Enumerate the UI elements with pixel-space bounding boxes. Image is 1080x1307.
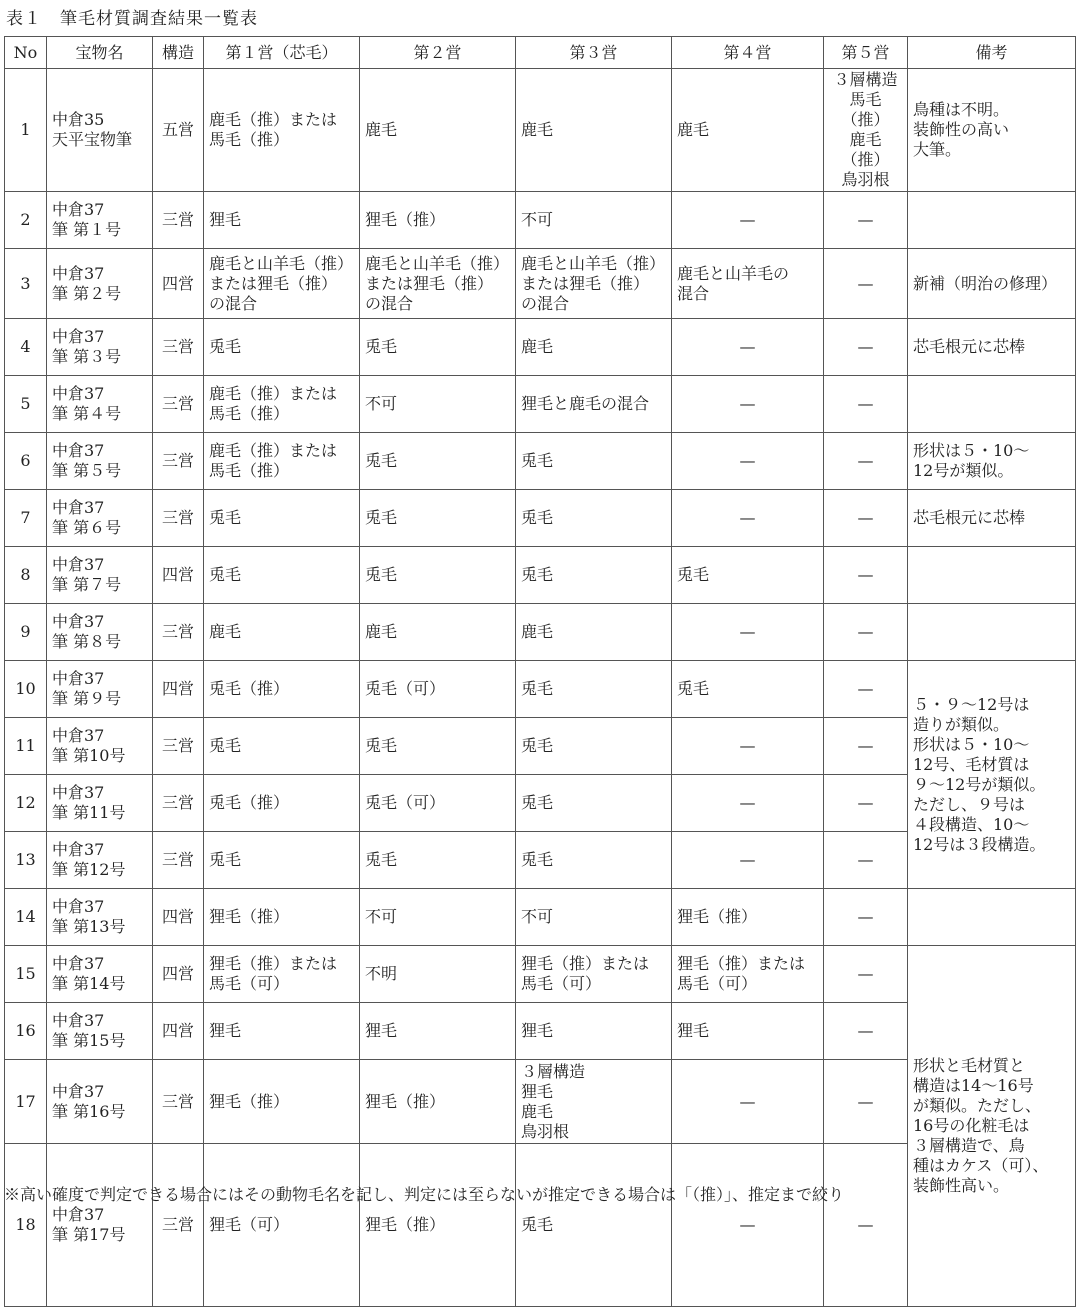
- layer-4-cell: —: [672, 832, 824, 889]
- layer-1-cell: 狸毛（推）または 馬毛（可）: [204, 946, 360, 1003]
- treasure-name: 中倉37 筆 第９号: [47, 661, 153, 718]
- row-number: 13: [5, 832, 47, 889]
- notes-cell: 新補（明治の修理）: [908, 249, 1076, 319]
- layer-5-cell: —: [824, 661, 908, 718]
- layer-2-cell: 鹿毛: [360, 69, 516, 192]
- structure-cell: 四営: [153, 249, 204, 319]
- structure-cell: 三営: [153, 832, 204, 889]
- table-row: [5, 249, 1076, 319]
- layer-2-cell: 狸毛（推）: [360, 192, 516, 249]
- layer-1-cell: 狸毛（推）: [204, 889, 360, 946]
- notes-cell: 芯毛根元に芯棒: [908, 490, 1076, 547]
- treasure-name: 中倉37 筆 第７号: [47, 547, 153, 604]
- layer-1-cell: 狸毛: [204, 192, 360, 249]
- treasure-name: 中倉37 筆 第10号: [47, 718, 153, 775]
- structure-cell: 四営: [153, 661, 204, 718]
- layer-2-cell: 狸毛: [360, 1003, 516, 1060]
- treasure-name: 中倉37 筆 第16号: [47, 1060, 153, 1144]
- layer-5-cell: —: [824, 376, 908, 433]
- row-number: 15: [5, 946, 47, 1003]
- header-layer-3: 第３営: [516, 37, 672, 69]
- layer-3-cell: 不可: [516, 889, 672, 946]
- layer-5-cell: —: [824, 249, 908, 319]
- layer-1-cell: 狸毛（推）: [204, 1060, 360, 1144]
- structure-cell: 五営: [153, 69, 204, 192]
- treasure-name: 中倉37 筆 第２号: [47, 249, 153, 319]
- notes-cell: 形状と毛材質と 構造は14～16号 が類似。ただし、 16号の化粧毛は ３層構造で、鳥 種はカケス（可）、 装飾性高い。: [908, 946, 1076, 1307]
- notes-cell: [908, 547, 1076, 604]
- treasure-name: 中倉37 筆 第６号: [47, 490, 153, 547]
- layer-1-cell: 鹿毛: [204, 604, 360, 661]
- layer-3-cell: 鹿毛: [516, 604, 672, 661]
- layer-4-cell: 狸毛: [672, 1003, 824, 1060]
- layer-1-cell: 兎毛: [204, 832, 360, 889]
- notes-cell: 鳥種は不明。 装飾性の高い 大筆。: [908, 69, 1076, 192]
- layer-2-cell: 兎毛: [360, 718, 516, 775]
- layer-4-cell: —: [672, 1144, 824, 1307]
- table-row: [5, 69, 1076, 192]
- table-row: [5, 604, 1076, 661]
- table-row: [5, 547, 1076, 604]
- layer-5-cell: —: [824, 889, 908, 946]
- layer-1-cell: 兎毛: [204, 718, 360, 775]
- structure-cell: 三営: [153, 490, 204, 547]
- layer-1-cell: 鹿毛（推）または 馬毛（推）: [204, 376, 360, 433]
- structure-cell: 三営: [153, 604, 204, 661]
- layer-4-cell: 兎毛: [672, 661, 824, 718]
- row-number: 9: [5, 604, 47, 661]
- layer-3-cell: 鹿毛: [516, 69, 672, 192]
- layer-3-cell: 鹿毛: [516, 319, 672, 376]
- layer-4-cell: —: [672, 718, 824, 775]
- row-number: 3: [5, 249, 47, 319]
- layer-1-cell: 兎毛（推）: [204, 661, 360, 718]
- layer-1-cell: 狸毛: [204, 1003, 360, 1060]
- row-number: 14: [5, 889, 47, 946]
- layer-4-cell: 狸毛（推）または 馬毛（可）: [672, 946, 824, 1003]
- treasure-name: 中倉37 筆 第17号: [47, 1144, 153, 1307]
- row-number: 10: [5, 661, 47, 718]
- treasure-name: 中倉37 筆 第３号: [47, 319, 153, 376]
- row-number: 5: [5, 376, 47, 433]
- layer-2-cell: 兎毛（可）: [360, 661, 516, 718]
- row-number: 11: [5, 718, 47, 775]
- layer-4-cell: 狸毛（推）: [672, 889, 824, 946]
- treasure-name: 中倉37 筆 第15号: [47, 1003, 153, 1060]
- row-number: 17: [5, 1060, 47, 1144]
- layer-3-cell: 兎毛: [516, 433, 672, 490]
- layer-4-cell: —: [672, 604, 824, 661]
- layer-3-cell: ３層構造 狸毛 鹿毛 鳥羽根: [516, 1060, 672, 1144]
- layer-1-cell: 兎毛: [204, 319, 360, 376]
- layer-5-cell: —: [824, 319, 908, 376]
- row-number: 8: [5, 547, 47, 604]
- layer-5-cell: —: [824, 718, 908, 775]
- table-row: [5, 376, 1076, 433]
- layer-3-cell: 狸毛: [516, 1003, 672, 1060]
- notes-cell: [908, 192, 1076, 249]
- layer-1-cell: 兎毛: [204, 547, 360, 604]
- notes-cell: [908, 604, 1076, 661]
- table-row: [5, 946, 1076, 1003]
- notes-cell: ５・９～12号は 造りが類似。 形状は５・10～ 12号、毛材質は ９～12号が類似。 ただし、９号は ４段構造、10～ 12号は３段構造。: [908, 661, 1076, 889]
- layer-2-cell: 兎毛: [360, 832, 516, 889]
- table-row: [5, 433, 1076, 490]
- layer-1-cell: 鹿毛（推）または 馬毛（推）: [204, 69, 360, 192]
- layer-3-cell: 兎毛: [516, 547, 672, 604]
- layer-4-cell: 鹿毛: [672, 69, 824, 192]
- layer-2-cell: 不可: [360, 889, 516, 946]
- layer-3-cell: 不可: [516, 192, 672, 249]
- table-caption: 表１ 筆毛材質調査結果一覧表: [6, 9, 258, 29]
- treasure-name: 中倉37 筆 第12号: [47, 832, 153, 889]
- row-number: 7: [5, 490, 47, 547]
- layer-5-cell: —: [824, 490, 908, 547]
- structure-cell: 三営: [153, 1060, 204, 1144]
- layer-1-cell: 兎毛（推）: [204, 775, 360, 832]
- layer-1-cell: 狸毛（可）: [204, 1144, 360, 1307]
- table-row: [5, 661, 1076, 718]
- layer-4-cell: 兎毛: [672, 547, 824, 604]
- treasure-name: 中倉37 筆 第１号: [47, 192, 153, 249]
- notes-cell: [908, 376, 1076, 433]
- layer-2-cell: 不可: [360, 376, 516, 433]
- layer-5-cell: —: [824, 1003, 908, 1060]
- treasure-name: 中倉37 筆 第４号: [47, 376, 153, 433]
- row-number: 4: [5, 319, 47, 376]
- table-row: [5, 192, 1076, 249]
- layer-5-cell: —: [824, 547, 908, 604]
- treasure-name: 中倉37 筆 第11号: [47, 775, 153, 832]
- layer-4-cell: —: [672, 1060, 824, 1144]
- header-layer-1: 第１営（芯毛）: [204, 37, 360, 69]
- structure-cell: 四営: [153, 547, 204, 604]
- header-layer-2: 第２営: [360, 37, 516, 69]
- layer-3-cell: 狸毛と鹿毛の混合: [516, 376, 672, 433]
- row-number: 2: [5, 192, 47, 249]
- layer-5-cell: —: [824, 604, 908, 661]
- header-notes: 備考: [908, 37, 1076, 69]
- treasure-name: 中倉37 筆 第13号: [47, 889, 153, 946]
- layer-2-cell: 兎毛（可）: [360, 775, 516, 832]
- layer-5-cell: —: [824, 832, 908, 889]
- header-layer-4: 第４営: [672, 37, 824, 69]
- layer-1-cell: 鹿毛と山羊毛（推） または狸毛（推） の混合: [204, 249, 360, 319]
- row-number: 1: [5, 69, 47, 192]
- structure-cell: 四営: [153, 889, 204, 946]
- treasure-name: 中倉37 筆 第14号: [47, 946, 153, 1003]
- layer-2-cell: 兎毛: [360, 490, 516, 547]
- row-number: 12: [5, 775, 47, 832]
- layer-3-cell: 兎毛: [516, 832, 672, 889]
- layer-2-cell: 狸毛（推）: [360, 1060, 516, 1144]
- layer-2-cell: 不明: [360, 946, 516, 1003]
- structure-cell: 三営: [153, 1144, 204, 1307]
- row-number: 6: [5, 433, 47, 490]
- layer-4-cell: —: [672, 490, 824, 547]
- structure-cell: 三営: [153, 192, 204, 249]
- header-layer-5: 第５営: [824, 37, 908, 69]
- treasure-name: 中倉37 筆 第８号: [47, 604, 153, 661]
- layer-5-cell: ３層構造 馬毛（推） 鹿毛（推） 鳥羽根: [824, 69, 908, 192]
- layer-3-cell: 鹿毛と山羊毛（推） または狸毛（推） の混合: [516, 249, 672, 319]
- layer-3-cell: 兎毛: [516, 490, 672, 547]
- layer-5-cell: —: [824, 946, 908, 1003]
- layer-5-cell: —: [824, 775, 908, 832]
- layer-5-cell: —: [824, 1144, 908, 1307]
- header-row: [5, 37, 1076, 69]
- table-row: [5, 490, 1076, 547]
- structure-cell: 三営: [153, 433, 204, 490]
- layer-3-cell: 兎毛: [516, 661, 672, 718]
- layer-4-cell: —: [672, 376, 824, 433]
- header-name: 宝物名: [47, 37, 153, 69]
- notes-cell: [908, 889, 1076, 946]
- layer-3-cell: 兎毛: [516, 775, 672, 832]
- notes-cell: 形状は５・10～ 12号が類似。: [908, 433, 1076, 490]
- layer-2-cell: 狸毛（推）: [360, 1144, 516, 1307]
- layer-2-cell: 兎毛: [360, 433, 516, 490]
- row-number: 16: [5, 1003, 47, 1060]
- layer-1-cell: 兎毛: [204, 490, 360, 547]
- notes-cell: 芯毛根元に芯棒: [908, 319, 1076, 376]
- structure-cell: 三営: [153, 718, 204, 775]
- layer-4-cell: —: [672, 775, 824, 832]
- layer-1-cell: 鹿毛（推）または 馬毛（推）: [204, 433, 360, 490]
- layer-5-cell: —: [824, 1060, 908, 1144]
- layer-4-cell: —: [672, 433, 824, 490]
- treasure-name: 中倉37 筆 第５号: [47, 433, 153, 490]
- header-structure: 構造: [153, 37, 204, 69]
- treasure-name: 中倉35 天平宝物筆: [47, 69, 153, 192]
- header-no: No: [5, 37, 47, 69]
- layer-5-cell: —: [824, 433, 908, 490]
- layer-5-cell: —: [824, 192, 908, 249]
- layer-2-cell: 鹿毛と山羊毛（推） または狸毛（推） の混合: [360, 249, 516, 319]
- layer-3-cell: 狸毛（推）または 馬毛（可）: [516, 946, 672, 1003]
- row-number: 18: [5, 1144, 47, 1307]
- layer-2-cell: 兎毛: [360, 547, 516, 604]
- fiber-survey-table: [4, 36, 1076, 1307]
- table-row: [5, 319, 1076, 376]
- layer-4-cell: —: [672, 319, 824, 376]
- layer-3-cell: 兎毛: [516, 718, 672, 775]
- layer-3-cell: 兎毛: [516, 1144, 672, 1307]
- structure-cell: 三営: [153, 376, 204, 433]
- layer-4-cell: —: [672, 192, 824, 249]
- table-row: [5, 889, 1076, 946]
- layer-2-cell: 兎毛: [360, 319, 516, 376]
- footnote: ※高い確度で判定できる場合にはその動物毛名を記し、判定には至らないが推定できる場合は「（推）」、推定まで絞り: [4, 1185, 845, 1204]
- structure-cell: 三営: [153, 775, 204, 832]
- structure-cell: 三営: [153, 319, 204, 376]
- structure-cell: 四営: [153, 1003, 204, 1060]
- structure-cell: 四営: [153, 946, 204, 1003]
- layer-4-cell: 鹿毛と山羊毛の 混合: [672, 249, 824, 319]
- layer-2-cell: 鹿毛: [360, 604, 516, 661]
